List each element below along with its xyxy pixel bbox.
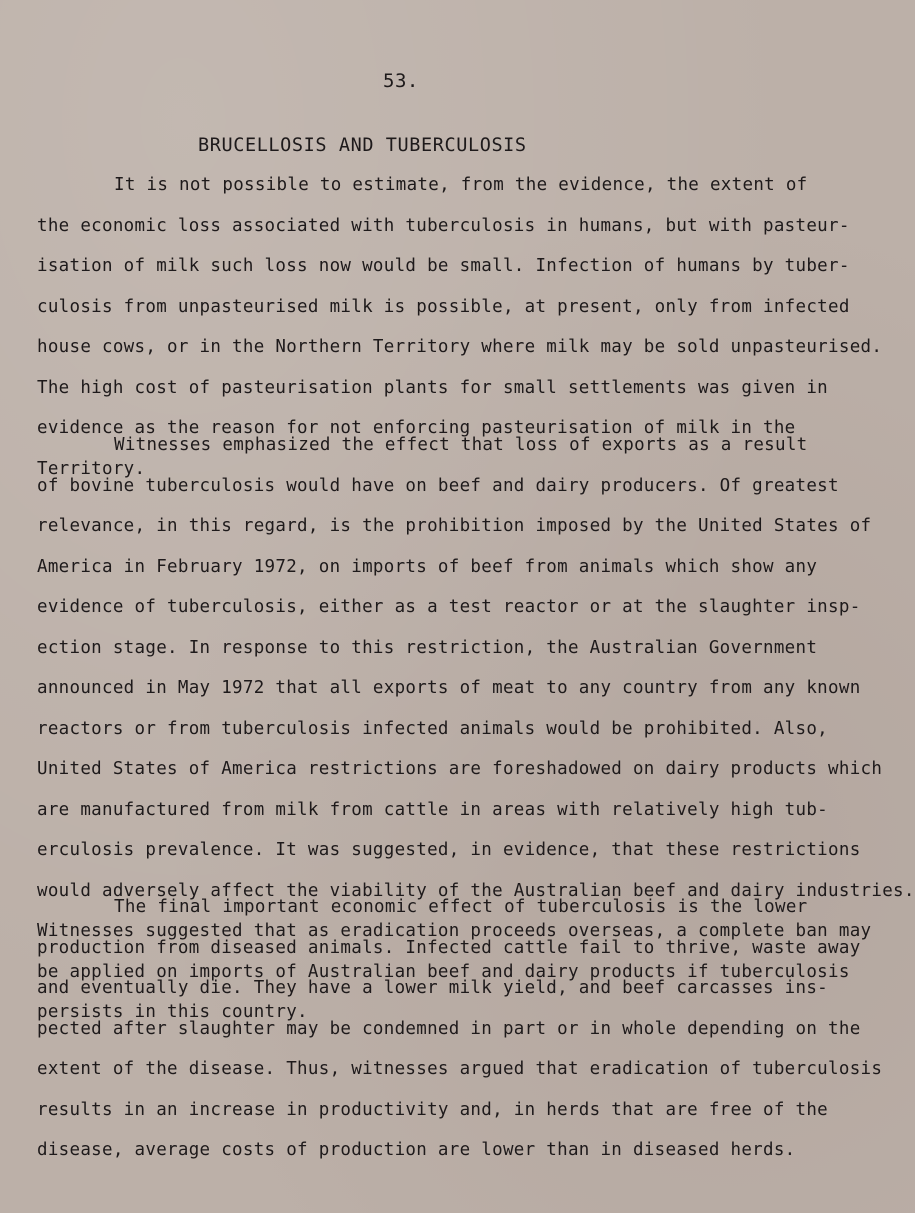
text-line: isation of milk such loss now would be small. Infection of humans by tuber-: [37, 256, 850, 276]
text-line: disease, average costs of production are lower than in diseased herds.: [37, 1140, 796, 1160]
page-title: BRUCELLOSIS AND TUBERCULOSIS: [198, 135, 527, 156]
text-line: pected after slaughter may be condemned in part or in whole depending on the: [37, 1018, 861, 1039]
text-line: erculosis prevalence. It was suggested, in evidence, that these restrictions: [37, 840, 861, 860]
text-line: be applied on imports of Australian beef and dairy products if tuberculosis: [37, 961, 850, 982]
text-line: persists in this country.: [37, 1002, 308, 1022]
text-line: The high cost of pasteurisation plants for small settlements was given in: [37, 377, 829, 398]
text-line: reactors or from tuberculosis infected animals would be prohibited. Also,: [37, 718, 829, 739]
text-line: production from diseased animals. Infected cattle fail to thrive, waste away: [37, 937, 861, 958]
text-line: The final important economic effect of tuberculosis is the lower: [114, 897, 808, 917]
text-line: relevance, in this regard, is the prohibition imposed by the United States of: [37, 516, 872, 536]
text-line: extent of the disease. Thus, witnesses argued that eradication of tuberculosis: [37, 1059, 883, 1079]
text-line: Territory.: [37, 458, 146, 479]
text-line: culosis from unpasteurised milk is possible, at present, only from infected: [37, 296, 850, 317]
text-line: results in an increase in productivity and, in herds that are free of the: [37, 1099, 829, 1120]
text-line: the economic loss associated with tuberculosis in humans, but with pasteur-: [37, 215, 850, 236]
text-line: United States of America restrictions are foreshadowed on dairy products which: [37, 759, 883, 779]
text-line: evidence as the reason for not enforcing pasteurisation of milk in the: [37, 418, 796, 438]
text-line: and eventually die. They have a lower milk yield, and beef carcasses ins-: [37, 978, 829, 998]
paragraph: [37, 887, 883, 1171]
text-line: ection stage. In response to this restriction, the Australian Government: [37, 637, 818, 658]
text-line: are manufactured from milk from cattle in areas with relatively high tub-: [37, 799, 829, 820]
text-line: It is not possible to estimate, from the evidence, the extent of: [114, 175, 808, 195]
text-line: America in February 1972, on imports of beef from animals which show any: [37, 556, 818, 577]
text-line: Witnesses suggested that as eradication proceeds overseas, a complete ban may: [37, 921, 872, 941]
text-line: of bovine tuberculosis would have on beef and dairy producers. Of greatest: [37, 475, 839, 496]
text-line: announced in May 1972 that all exports of meat to any country from any known: [37, 678, 861, 698]
text-line: evidence of tuberculosis, either as a test reactor or at the slaughter insp-: [37, 597, 861, 617]
text-line: Witnesses emphasized the effect that loss of exports as a result: [114, 435, 808, 455]
page-number: 53.: [383, 70, 419, 92]
text-line: house cows, or in the Northern Territory where milk may be sold unpasteurised.: [37, 337, 883, 357]
text-line: would adversely affect the viability of the Australian beef and dairy industries.: [37, 880, 915, 901]
